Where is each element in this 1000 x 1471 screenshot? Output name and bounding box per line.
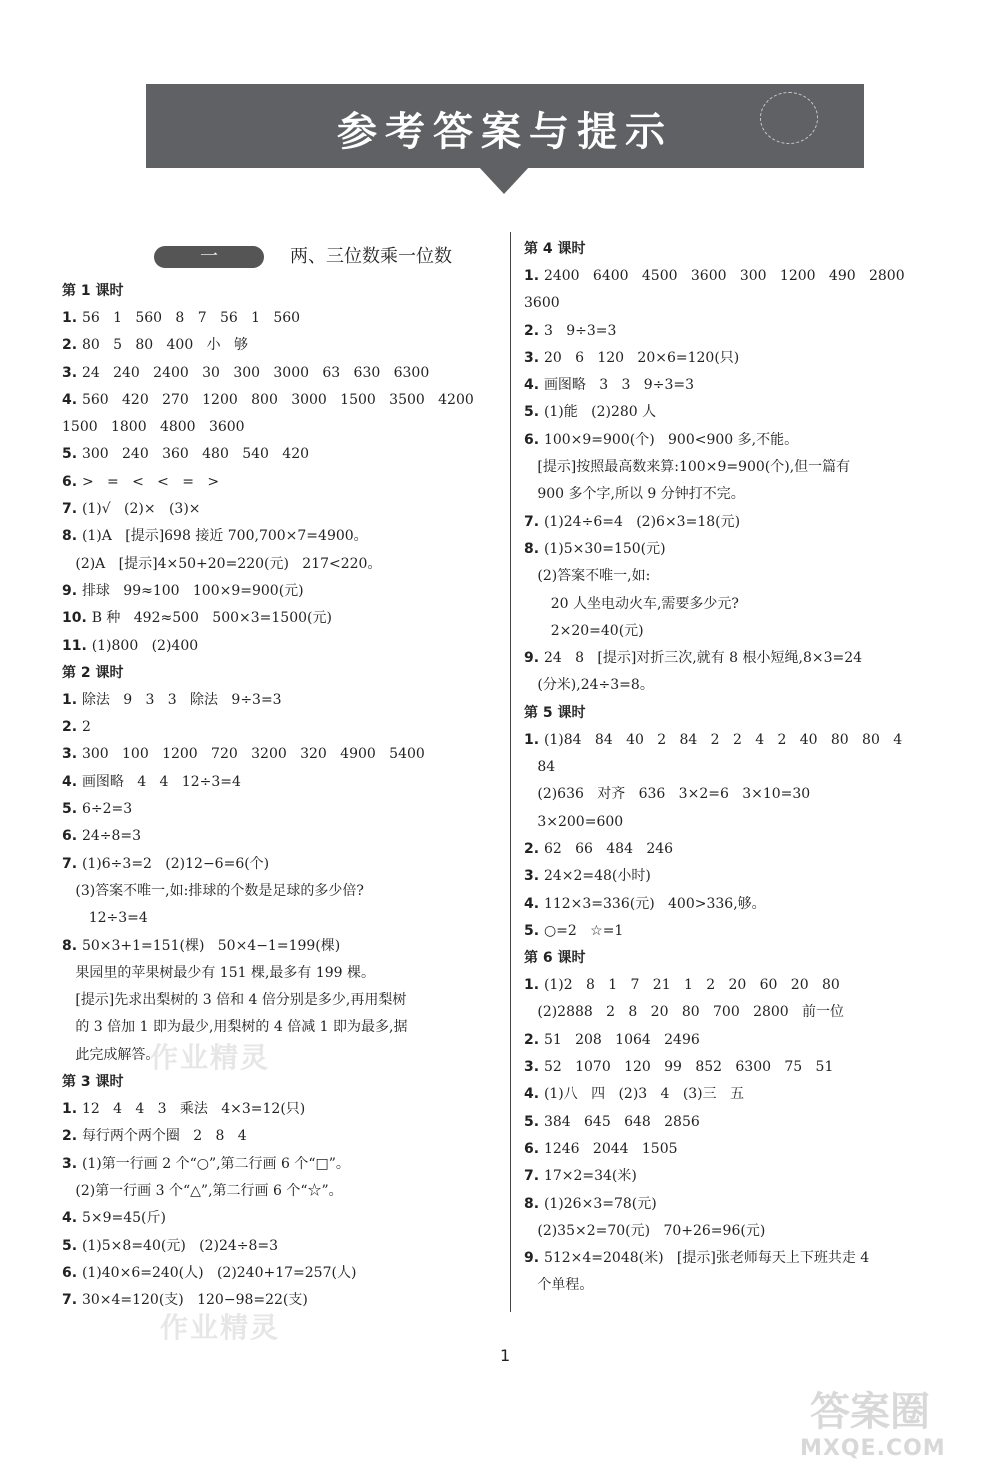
answer-line (62, 1042, 482, 1069)
answer-line (62, 523, 482, 550)
item-number: 7. (62, 1292, 82, 1309)
answer-text: (1)800 (2)400 (91, 637, 199, 654)
answer-text: (1)√ (2)× (3)× (81, 501, 201, 518)
answer-text: 384 645 648 2856 (543, 1113, 700, 1130)
answer-line (62, 305, 482, 332)
answer-text: (1)5×8=40(元) (2)24÷8=3 (81, 1237, 279, 1254)
answer-line (62, 1178, 482, 1205)
item-number: 11. (62, 637, 92, 654)
answer-text: (2)A [提示]4×50+20=220(元) 217<220。 (62, 555, 382, 572)
answer-text: (2)636 对齐 636 3×2=6 3×10=30 (524, 786, 811, 803)
answer-line (62, 441, 482, 468)
section-heading: 第 5 课时 (524, 704, 586, 721)
answer-text: (1)40×6=240(人) (2)240+17=257(人) (81, 1264, 357, 1281)
item-number: 8. (62, 937, 82, 954)
answer-line (524, 345, 964, 372)
answer-text: 此完成解答。 (62, 1046, 160, 1063)
answer-text: 3600 (524, 295, 560, 312)
answer-line (62, 1014, 482, 1041)
section-heading: 第 2 课时 (62, 664, 124, 681)
answer-text: (2)第一行画 3 个“△”,第二行画 6 个“☆”。 (62, 1182, 343, 1199)
item-number: 4. (524, 377, 544, 394)
answer-text: 112×3=336(元) 400>336,够。 (543, 895, 766, 912)
item-number: 1. (62, 1101, 82, 1118)
answer-text: 900 多个字,所以 9 分钟打不完。 (524, 486, 745, 503)
answer-line (524, 591, 964, 618)
answer-text: 24 8 [提示]对折三次,就有 8 根小短绳,8×3=24 (543, 650, 863, 667)
answer-line (62, 605, 482, 632)
answer-text: 画图略 3 3 9÷3=3 (543, 377, 694, 394)
answer-line (62, 741, 482, 768)
answer-line (524, 1054, 964, 1081)
answer-text: 1246 2044 1505 (543, 1140, 678, 1157)
answer-text: 24÷8=3 (81, 828, 142, 845)
item-number: 5. (62, 446, 82, 463)
answer-line (62, 332, 482, 359)
item-number: 1. (62, 310, 82, 326)
item-number: 2. (524, 840, 544, 857)
item-number: 4. (524, 1086, 544, 1103)
answer-text: 17×2=34(米) (543, 1168, 637, 1185)
answer-text: 30×4=120(支) 120−98=22(支) (81, 1292, 308, 1309)
section-heading: 第 1 课时 (62, 283, 124, 299)
answer-line (524, 1163, 964, 1190)
left-answers (62, 278, 482, 1314)
answer-line (524, 1081, 964, 1108)
item-number: 4. (62, 1210, 82, 1227)
answer-text: 1500 1800 4800 3600 (62, 419, 245, 436)
answer-text: > = < < = > (81, 473, 220, 490)
watermark-logo: 答案圈 (810, 1389, 930, 1435)
answer-line (524, 263, 964, 290)
answer-text: (1)26×3=78(元) (543, 1195, 657, 1212)
answer-text: 个单程。 (524, 1277, 594, 1294)
section-heading: 第 6 课时 (524, 950, 586, 967)
item-number: 1. (524, 977, 544, 994)
item-number: 2. (62, 719, 82, 736)
answer-text: 52 1070 120 99 852 6300 75 51 (543, 1059, 834, 1076)
answer-text: 300 100 1200 720 3200 320 4900 5400 (81, 746, 425, 763)
answer-line (62, 987, 482, 1014)
answer-line (524, 454, 964, 481)
answer-text: 51 208 1064 2496 (543, 1031, 700, 1048)
answer-text: (1)A [提示]698 接近 700,700×7=4900。 (81, 528, 368, 545)
watermark-url: MXQE.COM (800, 1436, 946, 1461)
answer-line (524, 1245, 964, 1272)
item-number: 2. (524, 322, 544, 339)
right-column (524, 236, 964, 1300)
answer-text: (2)2888 2 8 20 80 700 2800 前一位 (524, 1004, 845, 1021)
left-column (62, 236, 482, 1314)
answer-line (62, 633, 482, 660)
answer-text: 的 3 倍加 1 即为最少,用梨树的 4 倍减 1 即为最多,据 (62, 1019, 408, 1036)
item-number: 6. (524, 431, 544, 448)
answer-line (524, 536, 964, 563)
unit-badge: 一 (154, 246, 264, 268)
answer-line (524, 509, 964, 536)
answer-line (524, 863, 964, 890)
item-number: 1. (524, 268, 544, 284)
answer-line (62, 1096, 482, 1123)
answer-line (62, 551, 482, 578)
answer-text: (分米),24÷3=8。 (524, 677, 654, 694)
answer-text: 560 420 270 1200 800 3000 1500 3500 4200 (81, 391, 474, 408)
answer-text: 24 240 2400 30 300 3000 63 630 6300 (81, 364, 430, 381)
answer-line (524, 727, 964, 754)
answer-line (62, 1260, 482, 1287)
item-number: 5. (524, 1113, 544, 1130)
answer-line (524, 618, 964, 645)
item-number: 6. (62, 473, 82, 490)
item-number: 7. (524, 1168, 544, 1185)
answer-line (62, 578, 482, 605)
answer-text: 3×200=600 (524, 813, 624, 830)
banner-pointer (478, 166, 530, 194)
answer-line (524, 1191, 964, 1218)
column-divider (510, 232, 511, 1312)
answer-text: [提示]按照最高数来算:100×9=900(个),但一篇有 (524, 459, 851, 476)
answer-line (524, 1109, 964, 1136)
page-title: 参考答案与提示 (337, 109, 673, 155)
answer-line (62, 687, 482, 714)
item-number: 3. (524, 1059, 544, 1076)
answer-line (524, 481, 964, 508)
answer-text: B 种 492≈500 500×3=1500(元) (91, 610, 332, 627)
answer-text: (3)答案不唯一,如:排球的个数是足球的多少倍? (62, 882, 364, 899)
answer-line (524, 1136, 964, 1163)
answer-text: 排球 99≈100 100×9=900(元) (81, 582, 304, 599)
item-number: 9. (524, 1250, 544, 1267)
item-number: 3. (62, 1155, 82, 1172)
answer-line (524, 1218, 964, 1245)
answer-text: 2×20=40(元) (524, 622, 644, 639)
answer-text: (1)6÷3=2 (2)12−6=6(个) (81, 855, 270, 872)
answer-text: 画图略 4 4 12÷3=4 (81, 773, 241, 790)
answer-line (524, 318, 964, 345)
answer-line (62, 1233, 482, 1260)
answer-line (62, 360, 482, 387)
answer-line (62, 414, 482, 441)
answer-text: 20 人坐电动火车,需要多少元? (524, 595, 739, 612)
watermark-text: 作业精灵 (160, 1311, 281, 1344)
answer-line (62, 769, 482, 796)
answer-line (524, 290, 964, 317)
item-number: 7. (524, 513, 544, 530)
answer-line (524, 645, 964, 672)
answer-text: 12 4 4 3 乘法 4×3=12(只) (81, 1101, 306, 1118)
answer-line (524, 781, 964, 808)
item-number: 5. (62, 801, 82, 818)
answer-line (524, 1027, 964, 1054)
answer-text: (2)35×2=70(元) 70+26=96(元) (524, 1222, 766, 1239)
item-number: 1. (524, 731, 544, 748)
answer-text: [提示]先求出梨树的 3 倍和 4 倍分别是多少,再用梨树 (62, 992, 407, 1009)
answer-text: (1)八 四 (2)3 4 (3)三 五 (543, 1086, 744, 1103)
item-number: 5. (62, 1237, 82, 1254)
decorative-stamp (760, 92, 818, 144)
answer-text: 80 5 80 400 小 够 (81, 337, 248, 354)
item-number: 3. (524, 868, 544, 885)
item-number: 6. (62, 828, 82, 845)
answer-text: 20 6 120 20×6=120(只) (543, 349, 740, 366)
item-number: 8. (524, 1195, 544, 1212)
answer-text: 62 66 484 246 (543, 840, 674, 857)
item-number: 6. (524, 1140, 544, 1157)
item-number: 7. (62, 855, 82, 872)
answer-text: 50×3+1=151(棵) 50×4−1=199(棵) (81, 937, 341, 954)
answer-line (62, 1151, 482, 1178)
answer-text: (1)24÷6=4 (2)6×3=18(元) (543, 513, 741, 530)
item-number: 4. (62, 391, 82, 408)
answer-text: (1)84 84 40 2 84 2 2 4 2 40 80 80 4 (543, 731, 903, 748)
answer-text: 56 1 560 8 7 56 1 560 (81, 310, 301, 326)
answer-text: 100×9=900(个) 900<900 多,不能。 (543, 431, 799, 448)
answer-text: 300 240 360 480 540 420 (81, 446, 310, 463)
item-number: 2. (524, 1031, 544, 1048)
item-number: 8. (62, 528, 82, 545)
answer-line (524, 809, 964, 836)
answer-line (62, 905, 482, 932)
answer-line (524, 563, 964, 590)
answer-line (524, 1272, 964, 1299)
answer-text: 6÷2=3 (81, 801, 133, 818)
answer-text: 2 (81, 719, 91, 736)
answer-text: 12÷3=4 (62, 910, 148, 927)
item-number: 6. (62, 1264, 82, 1281)
item-number: 4. (524, 895, 544, 912)
page-number: 1 (500, 1346, 511, 1365)
item-number: 1. (62, 691, 82, 708)
answer-line (62, 469, 482, 496)
item-number: 7. (62, 501, 82, 518)
answer-line (524, 427, 964, 454)
item-number: 3. (62, 364, 82, 381)
section-heading: 第 3 课时 (62, 1074, 124, 1091)
item-number: 3. (62, 746, 82, 763)
watermark-text: 作业精灵 (150, 1041, 271, 1074)
item-number: 5. (524, 404, 544, 421)
answer-line (62, 1205, 482, 1232)
item-number: 2. (62, 337, 82, 354)
item-number: 4. (62, 773, 82, 790)
item-number: 5. (524, 922, 544, 939)
item-number: 3. (524, 349, 544, 366)
answer-text: 除法 9 3 3 除法 9÷3=3 (81, 691, 282, 708)
answer-text: (1)能 (2)280 人 (543, 404, 657, 421)
answer-text: 24×2=48(小时) (543, 868, 651, 885)
answer-line (62, 496, 482, 523)
answer-line (62, 878, 482, 905)
item-number: 10. (62, 610, 92, 627)
answer-text: 果园里的苹果树最少有 151 棵,最多有 199 棵。 (62, 964, 376, 981)
answer-text: ○=2 ☆=1 (543, 922, 624, 939)
answer-line (524, 918, 964, 945)
answer-text: 每行两个两个圈 2 8 4 (81, 1128, 247, 1145)
answer-text: 512×4=2048(米) [提示]张老师每天上下班共走 4 (543, 1250, 870, 1267)
answer-line (62, 1123, 482, 1150)
answer-text: 2400 6400 4500 3600 300 1200 490 2800 (543, 268, 905, 284)
answer-line (62, 387, 482, 414)
item-number: 9. (524, 650, 544, 667)
answer-text: (1)第一行画 2 个“○”,第二行画 6 个“□”。 (81, 1155, 350, 1172)
answer-line (524, 891, 964, 918)
answer-line (524, 754, 964, 781)
answer-line (524, 672, 964, 699)
answer-text: 3 9÷3=3 (543, 322, 617, 339)
answer-line (524, 399, 964, 426)
answer-line (62, 714, 482, 741)
answer-line (524, 972, 964, 999)
answer-line (62, 851, 482, 878)
answer-line (524, 836, 964, 863)
right-answers (524, 236, 964, 1300)
item-number: 9. (62, 582, 82, 599)
unit-title: 两、三位数乘一位数 (290, 246, 452, 267)
unit-heading (62, 240, 482, 276)
answer-line (62, 933, 482, 960)
answer-line (62, 960, 482, 987)
answer-line (62, 796, 482, 823)
answer-text: (2)答案不唯一,如: (524, 568, 651, 585)
answer-text: 84 (524, 759, 556, 776)
answer-line (524, 999, 964, 1026)
section-heading: 第 4 课时 (524, 241, 586, 257)
answer-text: 5×9=45(斤) (81, 1210, 166, 1227)
answer-line (524, 372, 964, 399)
answer-text: (1)5×30=150(元) (543, 540, 666, 557)
item-number: 2. (62, 1128, 82, 1145)
answer-line (62, 823, 482, 850)
answer-text: (1)2 8 1 7 21 1 2 20 60 20 80 (543, 977, 840, 994)
item-number: 8. (524, 540, 544, 557)
